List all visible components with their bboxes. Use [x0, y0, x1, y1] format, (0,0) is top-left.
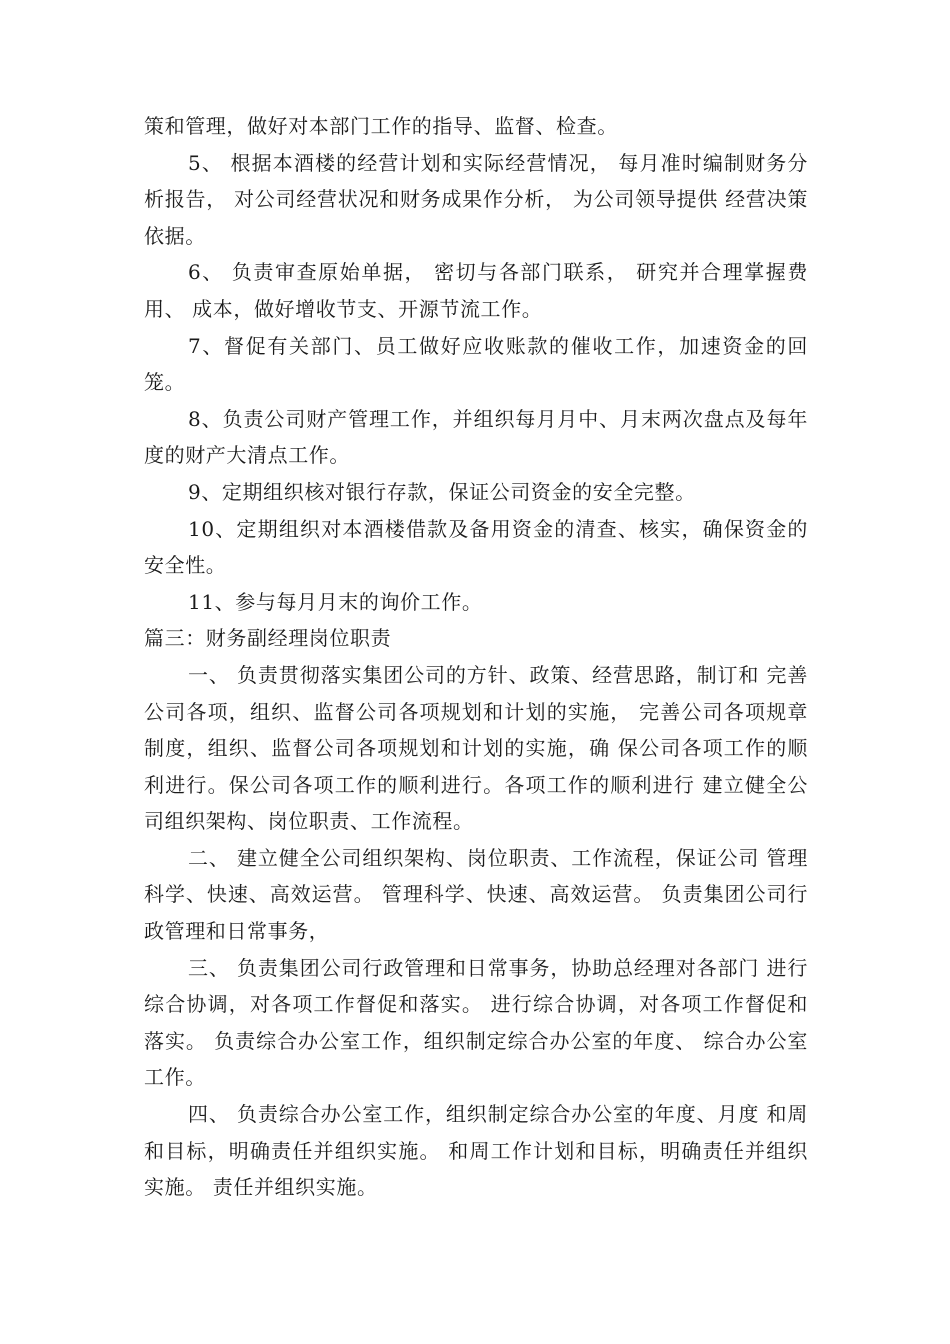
paragraph: 8、负责公司财产管理工作，并组织每月月中、月末两次盘点及每年度的财产大清点工作。 [144, 406, 808, 468]
document-body [144, 108, 808, 1206]
paragraph: 5、 根据本酒楼的经营计划和实际经营情况， 每月准时编制财务分 析报告， 对公司经营状况和财务成果作分析， 为公司领导提供 经营决策依据。 [144, 150, 808, 248]
section-heading: 篇三：财务副经理岗位职责 [144, 626, 392, 651]
paragraph: 6、 负责审查原始单据， 密切与各部门联系， 研究并合理掌握费用、 成本，做好增收节支、开源节流工作。 [144, 260, 808, 321]
paragraph: 二、 建立健全公司组织架构、岗位职责、工作流程，保证公司 管理科学、快速、高效运营。 管理科学、快速、高效运营。 负责集团公司行政管理和日常事务， [144, 845, 808, 944]
paragraph: 四、 负责综合办公室工作，组织制定综合办公室的年度、月度 和周和目标，明确责任并组织实施。 和周工作计划和目标，明确责任并组织实施。 责任并组织实施。 [144, 1102, 808, 1200]
paragraph: 策和管理，做好对本部门工作的指导、监督、检查。 [144, 114, 618, 138]
paragraph: 三、 负责集团公司行政管理和日常事务，协助总经理对各部门 进行综合协调，对各项工作督促和落实。 进行综合协调，对各项工作督促和落实。 负责综合办公室工作，组织制定综合办公室的年度、 综合办公室工作。 [144, 955, 808, 1090]
paragraph: 11、参与每月月末的询价工作。 [188, 589, 483, 614]
paragraph: 7、督促有关部门、员工做好应收账款的催收工作，加速资金的回笼。 [144, 333, 808, 395]
paragraph: 一、 负责贯彻落实集团公司的方针、政策、经营思路，制订和 完善公司各项，组织、监督公司各项规划和计划的实施， 完善公司各项规章制度，组织、监督公司各项规划和计划的实施，确 保公司各项工作的顺利进行。保公司各项工作的顺利进行。各项工作的顺利进行 建立健全公司组织架构、岗位职责、工作流程。 [144, 662, 808, 834]
paragraph: 10、定期组织对本酒楼借款及备用资金的清查、核实，确保资金的安全性。 [144, 516, 808, 578]
paragraph: 9、定期组织核对银行存款，保证公司资金的安全完整。 [188, 479, 696, 504]
